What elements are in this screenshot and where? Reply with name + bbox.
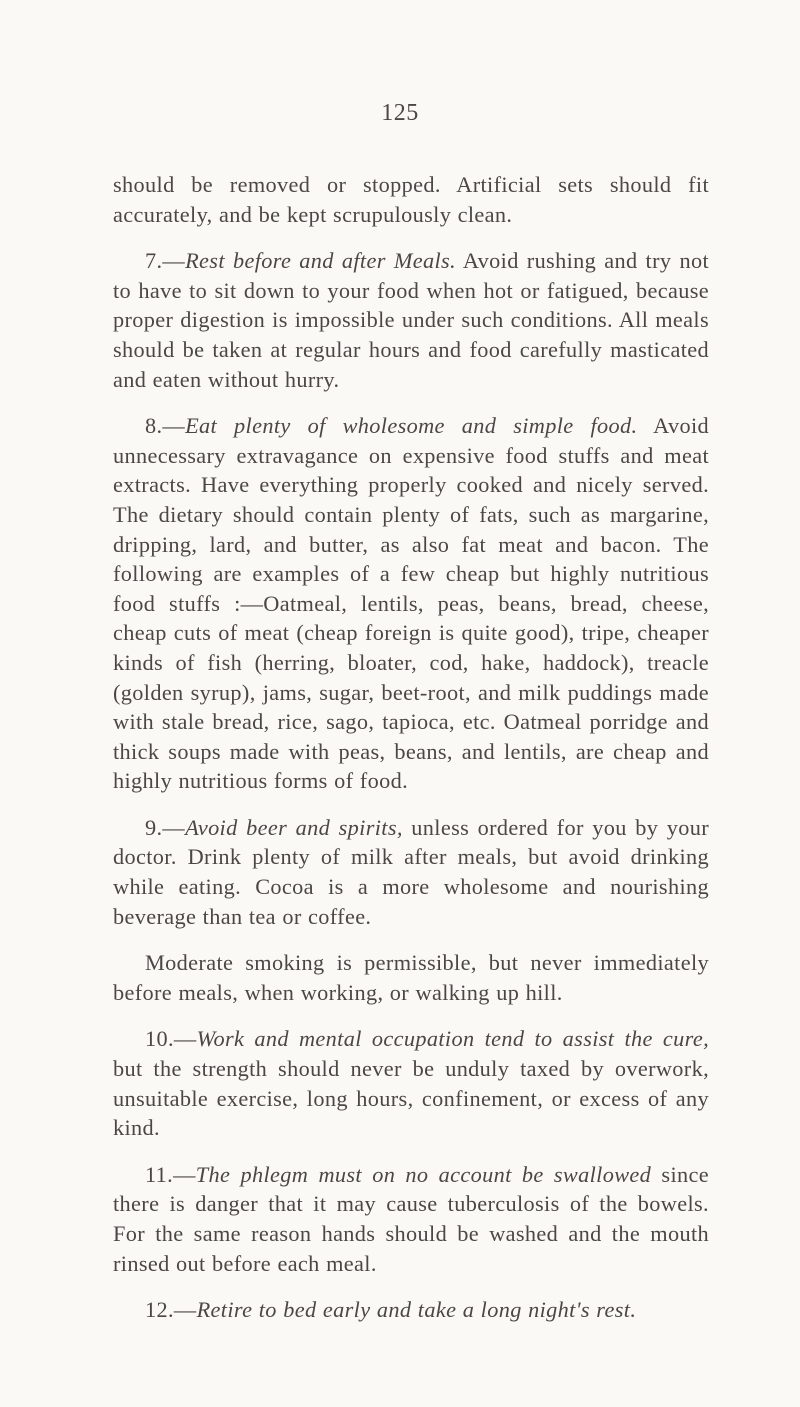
- paragraph-continuation: [113, 170, 709, 229]
- rule-number: 11.—: [145, 1161, 196, 1187]
- rule-number: 12.—: [145, 1297, 197, 1323]
- paragraph-text: Moderate smoking is permissible, but never immediately before meals, when working, or walking up hill.: [113, 950, 709, 1005]
- rule-title: Avoid beer and spirits,: [185, 814, 403, 840]
- rule-11: [113, 1160, 709, 1278]
- rule-8: [113, 411, 709, 796]
- rule-number: 9.—: [145, 814, 186, 840]
- rule-body: since there is danger that it may cause tuberculosis of the bowels. For the same reason hands should be washed and the mouth rinsed out before each meal.: [113, 1161, 709, 1276]
- rule-body: but the strength should never be unduly taxed by overwork, unsuitable exercise, long hours, confinement, or excess of any kind.: [113, 1056, 709, 1141]
- rule-number: 10.—: [145, 1026, 197, 1052]
- page-body: [113, 170, 709, 1342]
- rule-12: [113, 1295, 709, 1325]
- paragraph-text: should be removed or stopped. Artificial sets should fit accurately, and be kept scrupulously clean.: [113, 172, 709, 227]
- page-number: 125: [381, 100, 419, 126]
- rule-10: [113, 1024, 709, 1142]
- rule-title: The phlegm must on no account be swallowed: [195, 1161, 652, 1187]
- rule-body: Avoid rushing and try not to have to sit down to your food when hot or fatigued, because proper digestion is impossible under such conditions. All meals should be taken at regular hours and food carefully masticated and eaten without hurry.: [113, 248, 710, 392]
- rule-body: Avoid unnecessary extravagance on expensive food stuffs and meat extracts. Have everything properly cooked and nicely served. The dietary should contain plenty of fats, such as margarine, dripping, lard, and butter, as also fat meat and bacon. The following are examples of a few cheap but highly nutritious food stuffs :—Oatmeal, lentils, peas, beans, bread, cheese, cheap cuts of meat (cheap foreign is quite good), tripe, cheaper kinds of fish (herring, bloater, cod, hake, haddock), treacle (golden syrup), jams, sugar, beet-root, and milk puddings made with stale bread, rice, sago, tapioca, etc. Oatmeal porridge and thick soups made with peas, beans, and lentils, are cheap and highly nutritious forms of food.: [113, 413, 709, 794]
- rule-7: [113, 246, 709, 394]
- rule-title: Eat plenty of wholesome and simple food.: [185, 413, 638, 439]
- rule-number: 8.—: [145, 413, 186, 439]
- rule-title: Rest before and after Meals.: [185, 248, 456, 274]
- rule-body: unless ordered for you by your doctor. Drink plenty of milk after meals, but avoid drinking while eating. Cocoa is a more wholesome and nourishing beverage than tea or coffee.: [113, 814, 709, 929]
- rule-title: Work and mental occupation tend to assist the cure,: [196, 1026, 709, 1052]
- rule-9: [113, 813, 709, 931]
- rule-9-smoking: [113, 948, 709, 1007]
- rule-title: Retire to bed early and take a long night's rest.: [196, 1297, 637, 1323]
- rule-number: 7.—: [145, 248, 186, 274]
